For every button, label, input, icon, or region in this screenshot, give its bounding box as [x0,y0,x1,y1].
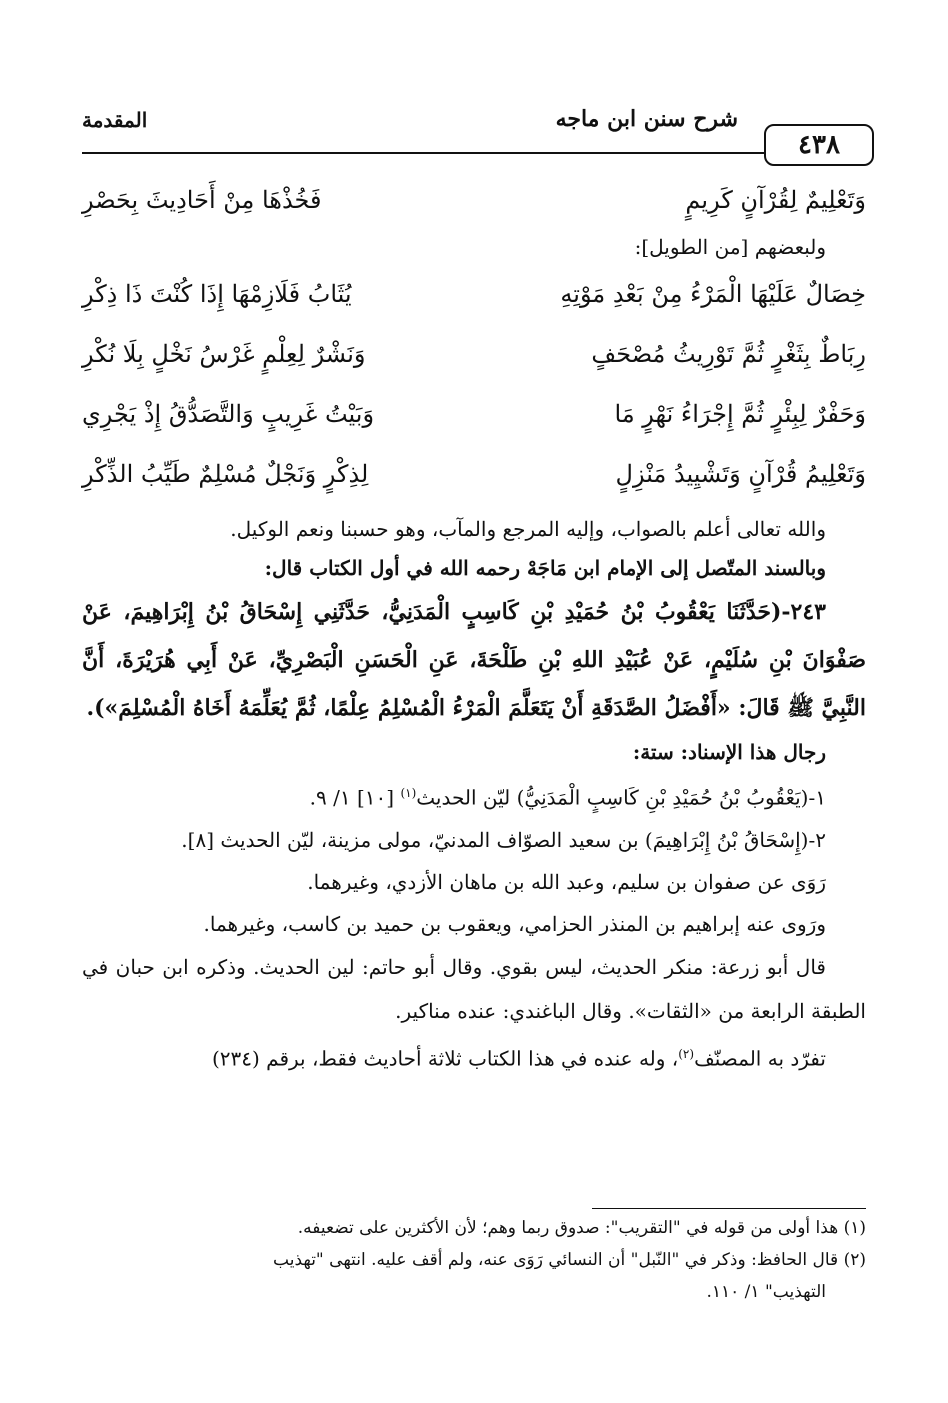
verse-second-hemistich: وَبَيْتُ غَرِيبٍ وَالتَّصَدُّقُ إِذْ يَجْرِي [82,400,375,428]
poem-intro: ولبعضهم [من الطويل]: [634,235,826,259]
body-paragraph: ورَوى عنه إبراهيم بن المنذر الحزامي، ويعقوب بن حميد بن كاسب، وغيرهما. [203,911,826,936]
footnote-marker[interactable]: (١) [400,786,417,800]
footnote: (١) هذا أولى من قوله في "التقريب": صدوق ربما وهم؛ لأن الأكثرين على تضعيفه. [297,1218,866,1238]
isnad-heading: وبالسند المتّصل إلى الإمام ابن مَاجَهْ رحمه الله في أول الكتاب قال: [264,556,826,580]
narrator-text: ١-(يَعْقُوبُ بْنُ حُمَيْدِ بْنِ كَاسِبٍ الْمَدَنِيُّ) ليّن الحديث [416,785,826,810]
body-paragraph: رَوَى عن صفوان بن سليم، وعبد الله بن ماهان الأزدي، وغيرهما. [307,869,826,894]
verse-first-hemistich: رِبَاطٌ بِثَغْرٍ ثُمَّ تَوْرِيثُ مُصْحَفٍ [591,340,866,368]
page-number-box [764,124,874,166]
page-number: ٤٣٨ [798,130,840,160]
footnote: (٢) قال الحافظ: وذكر في "النّبل" أن النسائي رَوَى عنه، ولم أقف عليه. انتهى "تهذيب [273,1250,866,1270]
verse-first-hemistich: خِصَالٌ عَلَيْهَا الْمَرْءُ مِنْ بَعْدِ مَوْتِهِ [560,280,866,308]
narrator-text-rest: [١٠] ١/ ٩. [309,785,401,810]
section-title: المقدمة [82,108,148,132]
footnote-separator [592,1208,866,1209]
verse-second-hemistich: يُثَابُ فَلَازِمْهَا إِذَا كُنْتَ ذَا ذِكْرِ [82,280,352,308]
narrator-entry [82,819,866,861]
book-title: شرح سنن ابن ماجه [555,106,738,132]
paragraph-text-rest: ، وله عنده في هذا الكتاب ثلاثة أحاديث فقط، برقم (٢٣٤) [211,1046,679,1071]
verse-first-hemistich: وَتَعْلِيمُ قُرْآنٍ وَتَشْيِيدُ مَنْزِلٍ [615,460,866,488]
paragraph-text: تفرّد به المصنّف [694,1046,826,1071]
body-paragraph: قال أبو زرعة: منكر الحديث، ليس بقوي. وقال أبو حاتم: لين الحديث. وذكره ابن حبان في الطبقة الرابعة من «الثقات». وقال الباغندي: عنده مناكير. [82,954,866,1023]
verse-second-hemistich: فَخُذْهَا مِنْ أَحَادِيثَ بِحَصْرِ [82,186,322,214]
verse-second-hemistich: لِذِكْرٍ وَنَجْلٌ مُسْلِمٌ طَيِّبُ الذِّكْرِ [82,460,369,488]
verse-line [82,170,866,230]
verse-second-hemistich: وَنَشْرٌ لِعِلْمٍ غَرْسُ نَخْلٍ بِلَا نُكْرِ [82,340,366,368]
hadith-text: ٢٤٣-(حَدَّثَنَا يَعْقُوبُ بْنُ حُمَيْدِ بْنِ كَاسِبٍ الْمَدَنِيُّ، حَدَّثَنِي إِسْحَاقُ بْنُ إِبْرَاهِيمَ، عَنْ صَفْوَانَ بْنِ سُلَيْمٍ، عَنْ عُبَيْدِ اللهِ بْنِ طَلْحَةَ، عَنِ الْحَسَنِ الْبَصْرِيِّ، عَنْ أَبِي هُرَيْرَةَ، أَنَّ النَّبِيَّ ﷺ قَالَ: «أَفْضَلُ الصَّدَقَةِ أَنْ يَتَعَلَّمَ الْمَرْءُ الْمُسْلِمُ عِلْمًا، ثُمَّ يُعَلِّمَهُ أَخَاهُ الْمُسْلِمَ»). [82,599,866,721]
verse-line [82,264,866,324]
footnote-marker[interactable]: (٢) [678,1046,695,1061]
narrator-text: ٢-(إِسْحَاقُ بْنُ إِبْرَاهِيمَ) بن سعيد الصوّاف المدنيّ، مولى مزينة، ليّن الحديث [٨]. [181,827,826,852]
footnotes [82,1212,866,1308]
narrator-entry [82,772,866,819]
closing-paragraph: والله تعالى أعلم بالصواب، وإليه المرجع والمآب، وهو حسبنا ونعم الوكيل. [230,517,826,541]
verse-first-hemistich: وَحَفْرٌ لِبِئْرٍ ثُمَّ إِجْرَاءُ نَهْرٍ مَا [614,400,866,428]
running-header [82,106,866,160]
main-content [82,170,866,1079]
verse-line [82,324,866,384]
verse-line [82,444,866,504]
body-paragraph [82,1033,866,1080]
rijal-heading: رجال هذا الإسناد: ستة: [632,740,826,764]
verse-first-hemistich: وَتَعْلِيمٌ لِقُرْآنٍ كَرِيمٍ [685,186,866,214]
verse-line [82,384,866,444]
footnote-continuation: التهذيب" ١/ ١١٠. [706,1282,826,1302]
